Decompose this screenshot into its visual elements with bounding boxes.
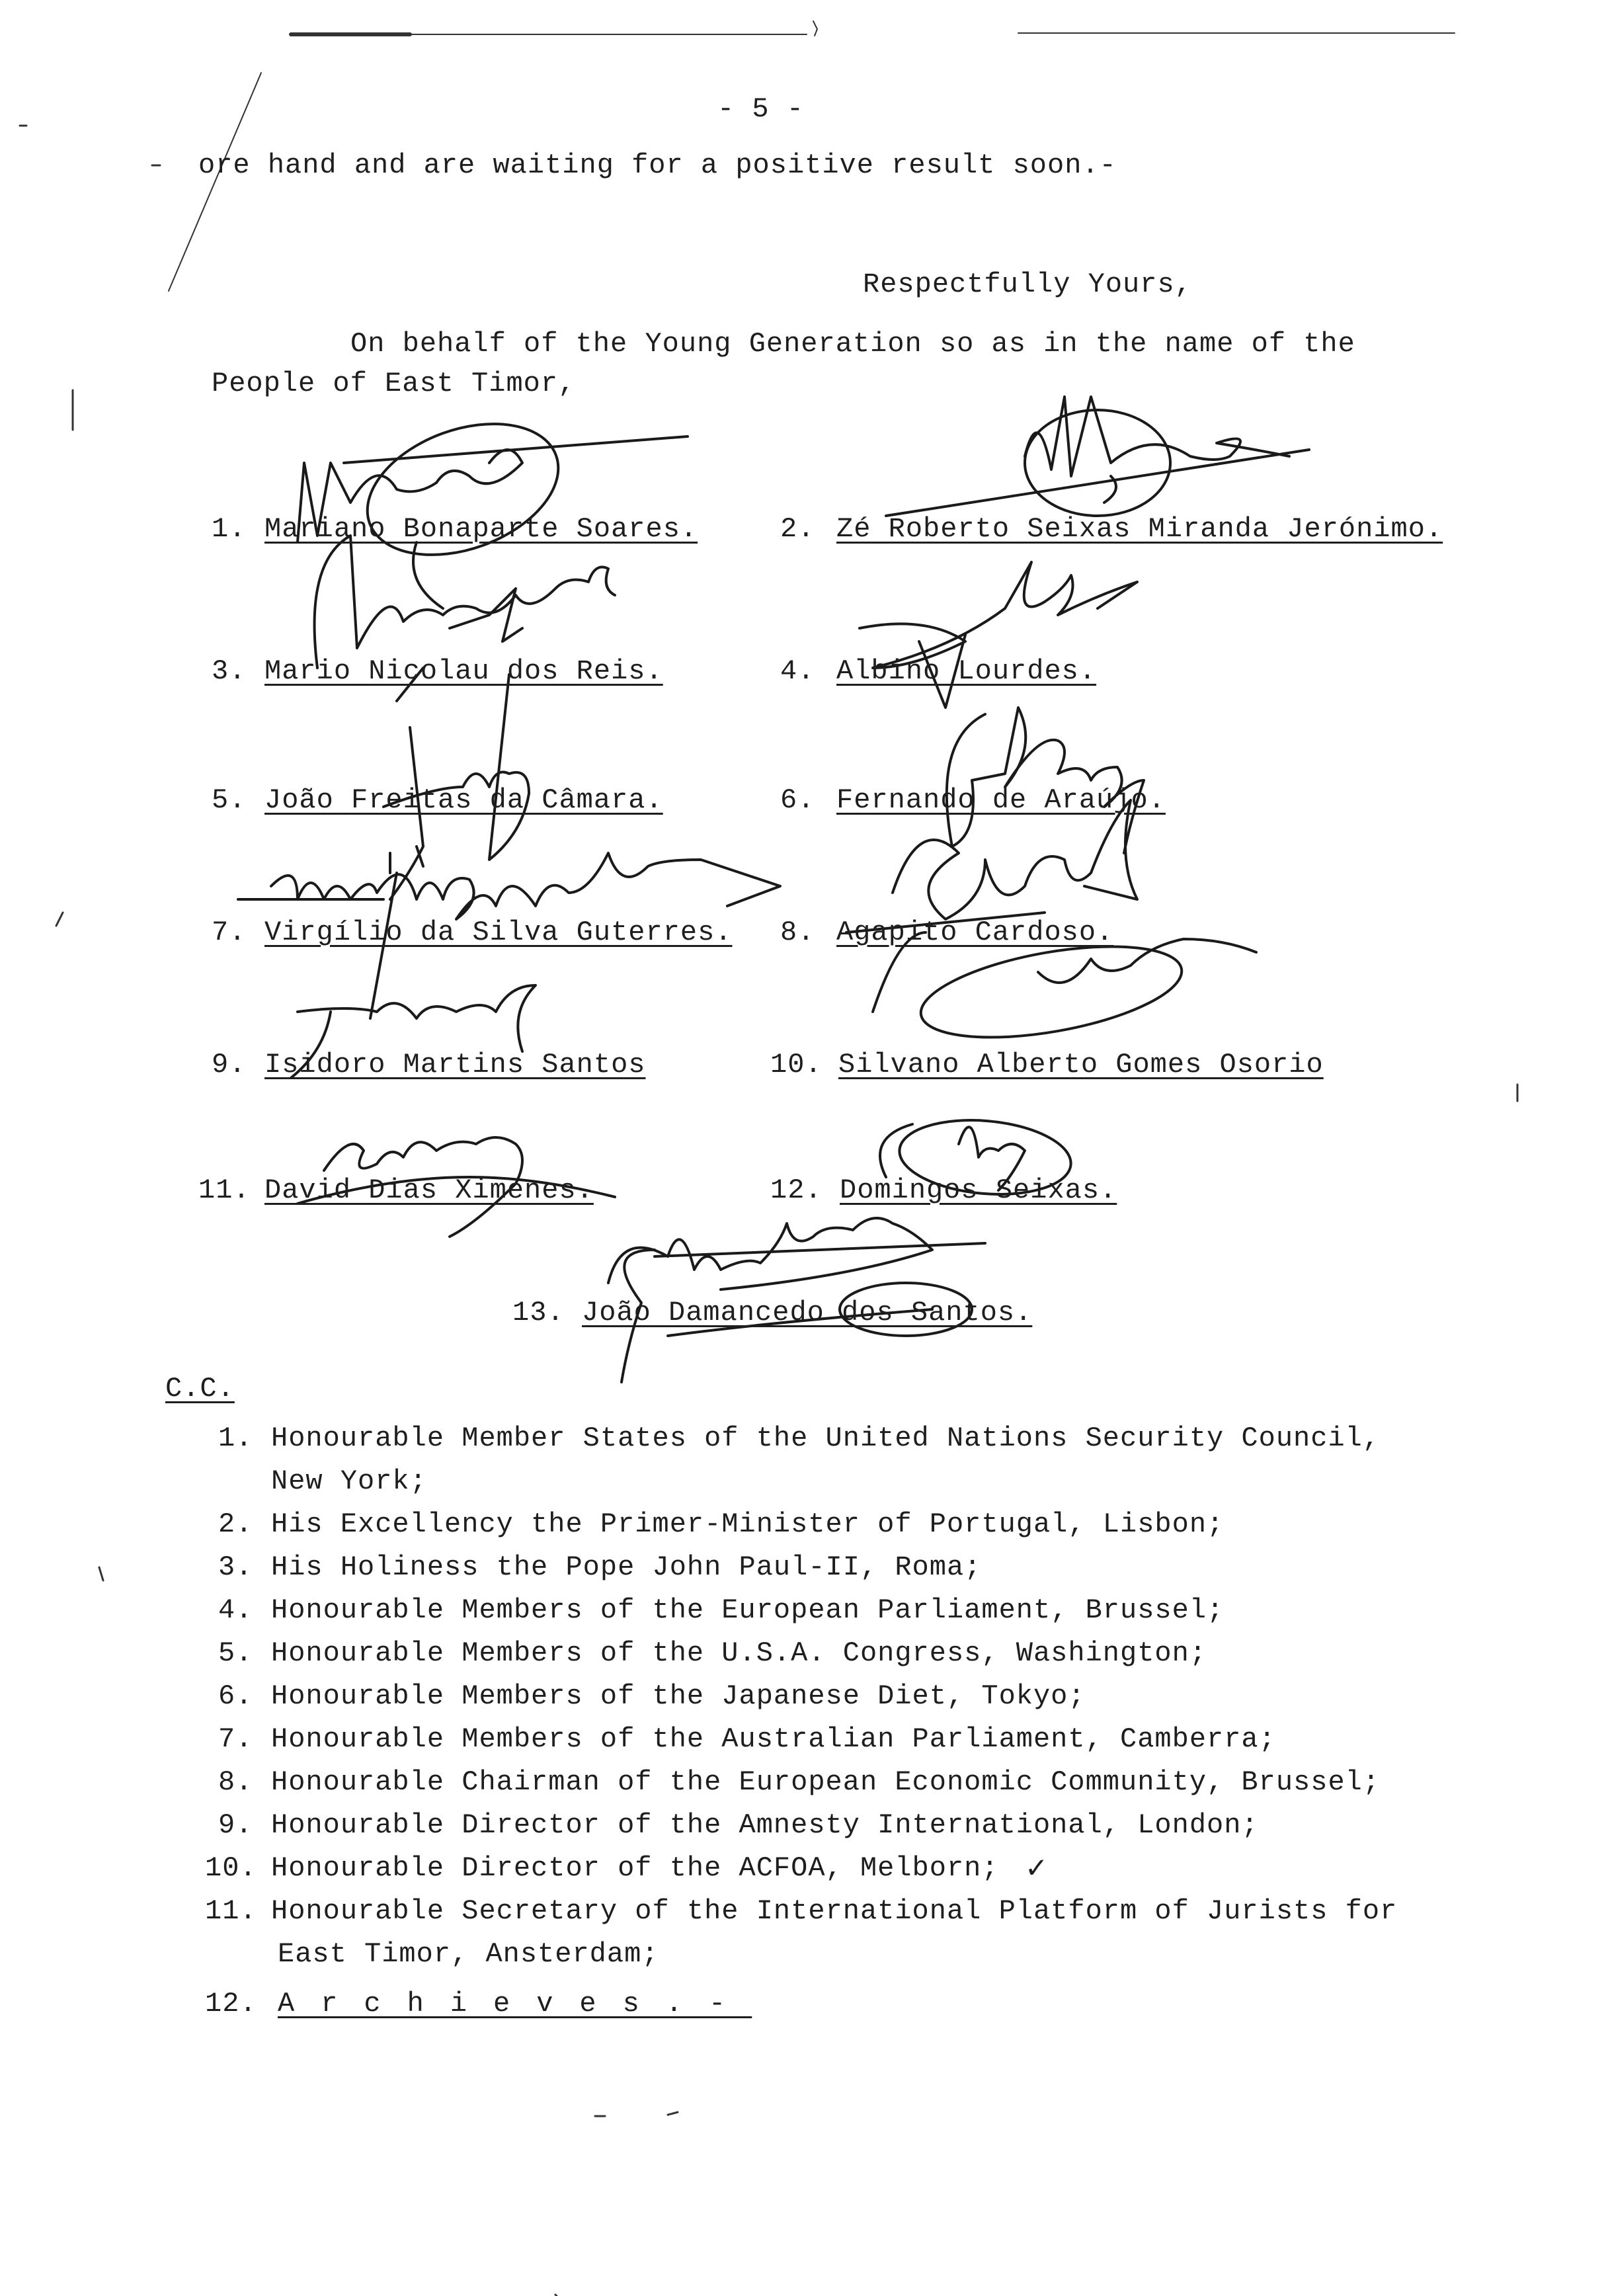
- cc-item-2-number: 2.: [218, 1508, 253, 1540]
- behalf-line-1: On behalf of the Young Generation so as in the name of the: [350, 328, 1355, 360]
- cc-item-10-line-1: Honourable Director of the ACFOA, Melborn;: [271, 1852, 999, 1884]
- cc-item-1-line-1: Honourable Member States of the United Nations Security Council,: [271, 1422, 1381, 1454]
- signatory-10-name: Silvano Alberto Gomes Osorio: [838, 1049, 1324, 1081]
- signatory-13-name: João Damancedo dos Santos.: [582, 1297, 1033, 1329]
- signatory-6-name: Fernando de Araújo.: [836, 784, 1166, 816]
- cc-item-10-number: 10.: [205, 1852, 257, 1884]
- cc-item-9-line-1: Honourable Director of the Amnesty International, London;: [271, 1809, 1259, 1841]
- cc-item-11-line-2: East Timor, Ansterdam;: [278, 1938, 659, 1970]
- signatory-12-name: Domingos Seixas.: [840, 1174, 1117, 1206]
- signatory-8-number: 8.: [780, 917, 815, 948]
- cc-item-11-line-1: Honourable Secretary of the International Platform of Jurists for: [271, 1895, 1398, 1927]
- cc-item-1-number: 1.: [218, 1422, 253, 1454]
- signatory-5-name: João Freitas da Câmara.: [264, 784, 663, 816]
- cc-item-6-line-1: Honourable Members of the Japanese Diet, Tokyo;: [271, 1680, 1086, 1712]
- signatory-2-name: Zé Roberto Seixas Miranda Jerónimo.: [836, 513, 1443, 545]
- signatory-10-number: 10.: [770, 1049, 823, 1081]
- cc-item-10-checkmark: ✓: [1025, 1852, 1049, 1884]
- signatory-11-number: 11.: [198, 1174, 251, 1206]
- signatory-4-name: Albino Lourdes.: [836, 655, 1097, 687]
- cc-label: C.C.: [165, 1373, 235, 1405]
- cc-item-3-line-1: His Holiness the Pope John Paul-II, Roma;: [271, 1551, 982, 1583]
- signatory-4-number: 4.: [780, 655, 815, 687]
- cc-item-12-line-1: Archieves.-: [278, 1988, 752, 2020]
- closing-salutation: Respectfully Yours,: [863, 268, 1192, 300]
- signatory-5-number: 5.: [212, 784, 247, 816]
- signatory-7-name: Virgílio da Silva Guterres.: [264, 917, 733, 948]
- signatory-1-name: Mariano Bonaparte Soares.: [264, 513, 698, 545]
- cc-item-5-line-1: Honourable Members of the U.S.A. Congress, Washington;: [271, 1637, 1207, 1669]
- cc-item-4-line-1: Honourable Members of the European Parliament, Brussel;: [271, 1594, 1225, 1626]
- signatory-3-name: Mario Nicolau dos Reis.: [264, 655, 663, 687]
- behalf-line-2: People of East Timor,: [212, 368, 576, 399]
- signatory-13-number: 13.: [512, 1297, 565, 1329]
- signatory-2-number: 2.: [780, 513, 815, 545]
- page-number: - 5 -: [717, 93, 805, 125]
- cc-item-6-number: 6.: [218, 1680, 253, 1712]
- signatory-6-number: 6.: [780, 784, 815, 816]
- cc-item-3-number: 3.: [218, 1551, 253, 1583]
- cc-item-4-number: 4.: [218, 1594, 253, 1626]
- cc-item-7-line-1: Honourable Members of the Australian Parliament, Camberra;: [271, 1723, 1276, 1755]
- signatory-1-number: 1.: [212, 513, 247, 545]
- signatory-9-name: Isidoro Martins Santos: [264, 1049, 646, 1081]
- cc-item-8-line-1: Honourable Chairman of the European Economic Community, Brussel;: [271, 1766, 1381, 1798]
- opening-line: ore hand and are waiting for a positive result soon.-: [198, 149, 1117, 181]
- signatory-7-number: 7.: [212, 917, 247, 948]
- cc-item-9-number: 9.: [218, 1809, 253, 1841]
- cc-item-5-number: 5.: [218, 1637, 253, 1669]
- cc-item-11-number: 11.: [205, 1895, 257, 1927]
- signatory-9-number: 9.: [212, 1049, 247, 1081]
- cc-item-8-number: 8.: [218, 1766, 253, 1798]
- signatory-8-name: Agapito Cardoso.: [836, 917, 1114, 948]
- signatory-11-name: David Dias Ximenes.: [264, 1174, 594, 1206]
- signatory-3-number: 3.: [212, 655, 247, 687]
- cc-item-2-line-1: His Excellency the Primer-Minister of Portugal, Lisbon;: [271, 1508, 1225, 1540]
- signatory-12-number: 12.: [770, 1174, 823, 1206]
- cc-item-1-line-2: New York;: [271, 1465, 427, 1497]
- cc-item-7-number: 7.: [218, 1723, 253, 1755]
- cc-item-12-number: 12.: [205, 1988, 257, 2020]
